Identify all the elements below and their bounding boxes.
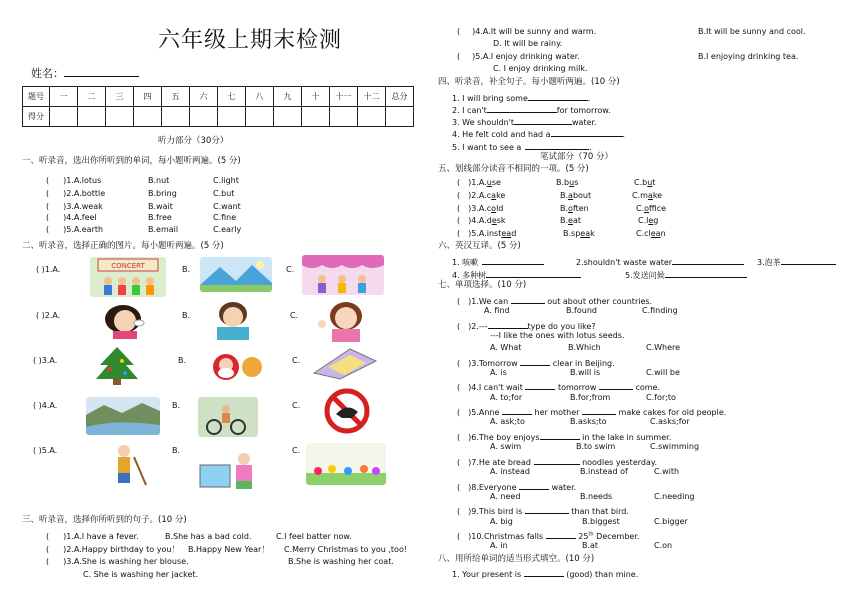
- option-c: C.Where: [646, 343, 681, 352]
- garden-flowers-image: [306, 443, 386, 485]
- blank: [524, 568, 564, 577]
- section-8-heading: 八、用所给单词的适当形式填空。(10 分): [438, 554, 595, 564]
- option-b: B.biggest: [582, 517, 620, 526]
- list-item: ( )2.A.cake: [457, 191, 506, 200]
- list-item: ( )4.A.It will be sunny and warm.: [457, 27, 597, 36]
- list-item: 4. 多种树: [452, 269, 581, 280]
- list-item: ( )3.A.cold: [457, 204, 504, 213]
- concert-picture-icon: [90, 257, 166, 297]
- rice-dumpling-image: [310, 345, 380, 380]
- score-cell: [274, 107, 302, 127]
- option-b: B.needs: [580, 492, 613, 501]
- bicycle-icon: [198, 397, 258, 437]
- festival-picture-icon: [302, 255, 384, 295]
- blank: [665, 269, 747, 278]
- list-item: ( )5.A.instead: [457, 229, 517, 238]
- landscape-picture-icon: [200, 257, 272, 292]
- option-b: B.email: [148, 225, 179, 234]
- option-c: C.for;to: [646, 393, 676, 402]
- question-label: ( )1.A.: [36, 265, 61, 274]
- score-cell: [358, 107, 386, 127]
- option-c: C.finding: [642, 306, 678, 315]
- option-a: A. find: [484, 306, 510, 315]
- name-label: 姓名：: [31, 66, 139, 79]
- option-b: B.to swim: [576, 442, 616, 451]
- score-cell: [218, 107, 246, 127]
- question-3: ( )3.Tomorrow clear in Beijing.: [457, 359, 615, 368]
- option-b-label: B.: [178, 356, 187, 365]
- santa-icon: [200, 347, 268, 387]
- page-title: 六年级上期末检测: [158, 28, 343, 53]
- score-cell: [50, 107, 78, 127]
- score-cell: [386, 107, 414, 127]
- list-item: ( )2.A.bottle: [46, 189, 106, 198]
- option-b: B.asks;to: [570, 417, 607, 426]
- header-cell: 九: [274, 87, 302, 107]
- option-a: A. swim: [490, 442, 522, 451]
- girl-sneeze-icon: [93, 303, 161, 339]
- option-b: B.It will be sunny and cool.: [698, 27, 806, 36]
- question-7: ( )7.He ate bread noodles yesterday.: [457, 458, 658, 467]
- option-c: C.bigger: [654, 517, 688, 526]
- score-cell: [330, 107, 358, 127]
- header-cell: 八: [246, 87, 274, 107]
- blank: [528, 92, 588, 101]
- section-7-heading: 七、单项选择。(10 分): [438, 280, 527, 290]
- list-item: ( )4.A.feel: [46, 213, 97, 222]
- question-2: ( )2.--- type do you like?: [457, 322, 596, 331]
- option-a: A. need: [490, 492, 521, 501]
- option-b: B.She is washing her coat.: [288, 557, 394, 566]
- written-part-title: 笔试部分（70 分）: [540, 152, 614, 162]
- option-c-label: C.: [290, 311, 299, 320]
- option-b-label: B.: [172, 401, 181, 410]
- option-c: C.swimming: [650, 442, 700, 451]
- option-a: A. What: [490, 343, 522, 352]
- option-b: B.for;from: [570, 393, 611, 402]
- boy-sweeping-image: [100, 443, 156, 489]
- option-b: B.at: [582, 541, 599, 550]
- option-c: C.I feel batter now.: [276, 532, 352, 541]
- question-label: ( )5.A.: [33, 446, 58, 455]
- option-b: B.free: [148, 213, 172, 222]
- list-item: 1. Your present is (good) than mine.: [452, 570, 639, 579]
- blank: [672, 256, 744, 265]
- mountain-lake-image: [200, 257, 272, 292]
- score-label-cell: 得分: [23, 107, 50, 127]
- listening-part-title: 听力部分（30分）: [158, 136, 229, 146]
- list-item: ( )4.A.desk: [457, 216, 506, 225]
- option-b: B.Happy New Year！: [188, 545, 270, 554]
- list-item: ( )2.A.Happy birthday to you！: [46, 545, 180, 554]
- blank: [514, 116, 572, 125]
- header-cell: 总分: [386, 87, 414, 107]
- score-table-score-row: [23, 107, 414, 127]
- girl-painting-image: [196, 445, 266, 491]
- option-a: A. in: [490, 541, 508, 550]
- section-4-heading: 四、听录音，补全句子。每小题听两遍。(10 分): [438, 77, 620, 87]
- prohibition-sign-icon: [312, 388, 382, 434]
- option-b: B.Which: [568, 343, 601, 352]
- option-c-label: C.: [292, 356, 301, 365]
- header-cell: 三: [106, 87, 134, 107]
- option-c: C.early: [213, 225, 242, 234]
- header-cell: 十二: [358, 87, 386, 107]
- section-1-heading: 一、听录音，选出你所听到的单词，每小题听两遍。(5 分): [22, 156, 241, 166]
- blank: [525, 141, 589, 150]
- sick-boy-image: [203, 300, 265, 340]
- option-c: C.light: [213, 176, 239, 185]
- header-cell: 二: [78, 87, 106, 107]
- option-b-label: B.: [182, 311, 191, 320]
- header-cell: 题号: [23, 87, 50, 107]
- option-a: A. ask;to: [490, 417, 525, 426]
- option-c: C. I enjoy drinking milk.: [493, 64, 588, 73]
- question-6: ( )6.The boy enjoys in the lake in summer.: [457, 433, 672, 442]
- garden-icon: [306, 443, 386, 485]
- option-b: B.instead of: [580, 467, 628, 476]
- header-cell: 十一: [330, 87, 358, 107]
- christmas-tree-image: [92, 345, 142, 387]
- blank: [486, 269, 581, 278]
- question-2-line2: ---I like the ones with lotus seeds.: [490, 331, 625, 340]
- section-6-heading: 六、英汉互译。(5 分): [438, 241, 521, 251]
- blank: [482, 256, 544, 265]
- score-cell: [246, 107, 274, 127]
- option-b: B.She has a bad cold.: [165, 532, 252, 541]
- option-c: C.Merry Christmas to you ,too!: [284, 545, 408, 554]
- option-a: A. to;for: [490, 393, 523, 402]
- section-2-heading: 二、听录音，选择正确的图片。每小题听两遍。(5 分): [22, 241, 224, 251]
- cycling-image: [198, 397, 258, 437]
- option-b: B.wait: [148, 202, 173, 211]
- painting-icon: [196, 445, 266, 491]
- list-item: ( )5.A.I enjoy drinking water.: [457, 52, 580, 61]
- option-c: C.but: [213, 189, 235, 198]
- list-item: 3.泡茶: [757, 256, 836, 267]
- option-b: B.I enjoying drinking tea.: [698, 52, 799, 61]
- santa-claus-image: [200, 347, 268, 387]
- option-b: B.bring: [148, 189, 177, 198]
- river-icon: [86, 397, 160, 435]
- no-littering-sign-image: [312, 388, 382, 434]
- question-4: ( )4.I can't wait tomorrow come.: [457, 383, 661, 392]
- happy-girl-image: [312, 300, 372, 342]
- score-cell: [302, 107, 330, 127]
- name-blank: [64, 66, 139, 77]
- question-label: ( )4.A.: [33, 401, 58, 410]
- option-a: A. big: [490, 517, 513, 526]
- option-c: C.on: [654, 541, 673, 550]
- score-cell: [190, 107, 218, 127]
- list-item: 5.发送问候: [625, 269, 747, 280]
- score-cell: [106, 107, 134, 127]
- sneezing-girl-image: [93, 303, 161, 339]
- option-b: B.nut: [148, 176, 170, 185]
- list-item: 1. 咳嗽: [452, 256, 544, 267]
- girl-happy-icon: [312, 300, 372, 342]
- option-c: C.asks;for: [650, 417, 690, 426]
- option-c: C.fine: [213, 213, 237, 222]
- blank: [487, 104, 557, 113]
- option-b: B.found: [566, 306, 597, 315]
- score-table-header-row: [23, 87, 414, 107]
- option-c-label: C.: [292, 401, 301, 410]
- option-b-label: B.: [172, 446, 181, 455]
- question-label: ( )3.A.: [33, 356, 58, 365]
- header-cell: 六: [190, 87, 218, 107]
- list-item: ( )3.A.She is washing her blouse.: [46, 557, 189, 566]
- section-3-heading: 三、听录音，选择你所听到的句子。(10 分): [22, 515, 187, 525]
- header-cell: 四: [134, 87, 162, 107]
- concert-sign-text: CONCERT: [111, 262, 145, 270]
- list-item: 2.shouldn't waste water: [576, 256, 744, 267]
- header-cell: 一: [50, 87, 78, 107]
- question-1: ( )1.We can out about other countries.: [457, 297, 653, 306]
- boy-cold-icon: [203, 300, 265, 340]
- option-c-label: C.: [292, 446, 301, 455]
- list-item: ( )1.A.I have a fever.: [46, 532, 139, 541]
- christmas-tree-icon: [92, 345, 142, 387]
- question-8: ( )8.Everyone water.: [457, 483, 577, 492]
- option-a: A. instead: [490, 467, 530, 476]
- option-b-label: B.: [182, 265, 191, 274]
- concert-image: [90, 257, 166, 297]
- list-item: 1. I will bring some .: [452, 94, 591, 103]
- blank: [781, 256, 836, 265]
- score-cell: [134, 107, 162, 127]
- list-item: ( )1.A.use: [457, 178, 501, 187]
- header-cell: 十: [302, 87, 330, 107]
- river-landscape-image: [86, 397, 160, 435]
- list-item: ( )1.A.lotus: [46, 176, 102, 185]
- list-item: 2. I can't for tomorrow.: [452, 106, 611, 115]
- option-c: C.with: [654, 467, 680, 476]
- option-c: C. She is washing her jacket.: [83, 570, 199, 579]
- list-item: 4. He felt cold and had a .: [452, 130, 626, 139]
- section-5-heading: 五、划线部分读音不相同的一项。(5 分): [438, 164, 589, 174]
- option-a: A. is: [490, 368, 507, 377]
- score-table: [22, 86, 414, 127]
- list-item: ( )5.A.earth: [46, 225, 104, 234]
- list-item: ( )3.A.weak: [46, 202, 103, 211]
- option-b: B.will is: [570, 368, 601, 377]
- list-item: 5. I want to see a .: [452, 143, 592, 152]
- sweeping-icon: [100, 443, 156, 489]
- option-c-label: C.: [286, 265, 295, 274]
- option-c: C.will be: [646, 368, 680, 377]
- header-cell: 五: [162, 87, 190, 107]
- option-d: D. It will be rainy.: [493, 39, 563, 48]
- question-label: ( )2.A.: [36, 311, 61, 320]
- option-c: C.want: [213, 202, 241, 211]
- zongzi-icon: [310, 345, 380, 380]
- header-cell: 七: [218, 87, 246, 107]
- list-item: 3. We shouldn't water.: [452, 118, 597, 127]
- option-c: C.needing: [654, 492, 695, 501]
- question-9: ( )9.This bird is than that bird.: [457, 507, 629, 516]
- score-cell: [78, 107, 106, 127]
- question-10: ( )10.Christmas falls 25th December.: [457, 531, 640, 541]
- blank: [551, 128, 623, 137]
- festival-image: [302, 255, 384, 295]
- score-cell: [162, 107, 190, 127]
- question-5: ( )5.Anne her mother make cakes for old people.: [457, 408, 727, 417]
